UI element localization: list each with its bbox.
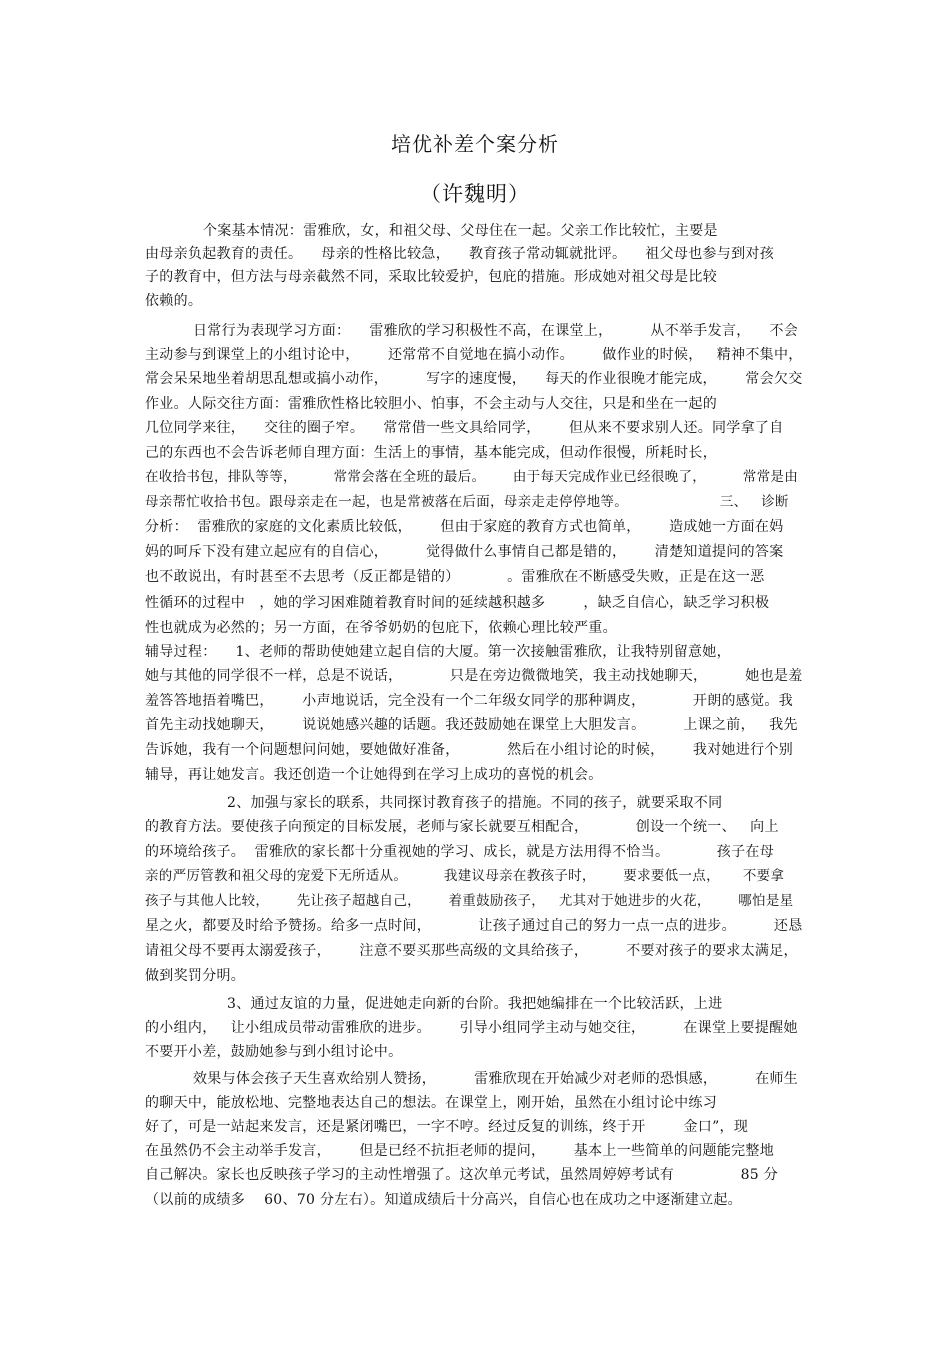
body-line: 妈的呵斥下没有建立起应有的自信心， 觉得做什么事情自己都是错的， 清楚知道提问的答案 <box>145 544 784 560</box>
body-line: 效果与体会孩子天生喜欢给别人赞扬， 雷雅欣现在开始减少对老师的恐惧感， 在师生 <box>193 1071 799 1087</box>
body-line: 性循环的过程中 ，她的学习困难随着教育时间的延续越积越多 ，缺乏自信心，缺乏学习积极 <box>145 595 770 611</box>
body-line: 的教育方法。要使孩子向预定的目标发展，老师与家长就要互相配合， 创设一个统一、 向上 <box>145 819 779 835</box>
body-line: 几位同学来往， 交往的圈子窄。 常常借一些文具给同学， 但从来不要求别人还。同学拿了自 <box>145 420 784 436</box>
body-line: 羞答答地捂着嘴巴， 小声地说话，完全没有一个二年级女同学的那种调皮， 开朗的感觉。我 <box>145 693 793 709</box>
body-line: 告诉她，我有一个问题想问问她，要她做好准备， 然后在小组讨论的时候， 我对她进行个别 <box>145 742 793 758</box>
body-line: 请祖父母不要再太溺爱孩子， 注意不要买那些高级的文具给孩子， 不要对孩子的要求太满足， <box>145 943 798 959</box>
body-line: 3、通过友谊的力量，促进她走向新的台阶。我把她编排在一个比较活跃，上进 <box>227 996 723 1012</box>
body-line: 作业。人际交往方面：雷雅欣性格比较胆小、怕事，不会主动与人交往，只是和坐在一起的 <box>145 396 717 412</box>
body-line: 在虽然仍不会主动举手发言， 但是已经不抗拒老师的提问， 基本上一些简单的问题能完整地 <box>145 1143 774 1159</box>
body-line: 母亲帮忙收拾书包。跟母亲走在一起，也是常被落在后面，母亲走走停停地等。 三、 诊断 <box>145 494 789 510</box>
body-line: （以前的成绩多 60、70 分左右）。知道成绩后十分高兴，自信心也在成功之中逐渐建立起。 <box>145 1192 742 1208</box>
body-line: 辅导过程： 1、老师的帮助使她建立起自信的大厦。第一次接触雷雅欣，让我特别留意她， <box>145 644 731 660</box>
body-line: 孩子与其他人比较， 先让孩子超越自己， 着重鼓励孩子， 尤其对于她进步的火花， 哪怕是星 <box>145 893 794 909</box>
body-line: 做到奖罚分明。 <box>145 968 246 984</box>
body-line: 也不敢说出，有时甚至不去思考（反正都是错的） 。雷雅欣在不断感受失败，正是在这一恶 <box>145 569 765 585</box>
body-line: 亲的严厉管教和祖父母的宠爱下无所适从。 我建议母亲在教孩子时， 要求要低一点， 不要拿 <box>145 868 785 884</box>
body-line: 己的东西也不会告诉老师自理方面：生活上的事情，基本能完成，但动作很慢，所耗时长， <box>145 445 717 461</box>
body-line: 星之火，都要及时给予赞扬。给多一点时间， 让孩子通过自己的努力一点一点的进步。 还恳 <box>145 918 803 934</box>
body-line: 分析： 雷雅欣的家庭的文化素质比较低， 但由于家庭的教育方式也简单， 造成她一方面在妈 <box>145 519 784 535</box>
body-line: 依赖的。 <box>145 293 203 309</box>
body-line: 主动参与到课堂上的小组讨论中， 还常常不自觉地在搞小动作。 做作业的时候， 精神不集中， <box>145 347 803 363</box>
document-title: 培优补差个案分析 <box>391 132 559 156</box>
body-line: 在收拾书包，排队等等， 常常会落在全班的最后。 由于每天完成作业已经很晚了， 常常是由 <box>145 469 799 485</box>
body-line: 日常行为表现学习方面： 雷雅欣的学习积极性不高，在课堂上， 从不举手发言， 不会 <box>193 323 799 339</box>
body-line: 性也就成为必然的；另一方面，在爷爷奶奶的包庇下，依赖心理比较严重。 <box>145 620 617 636</box>
document-author: （许魏明） <box>420 182 530 206</box>
body-line: 常会呆呆地坐着胡思乱想或搞小动作， 写字的速度慢， 每天的作业很晚才能完成， 常会欠交 <box>145 371 803 387</box>
body-line: 的小组内， 让小组成员带动雷雅欣的进步。 引导小组同学主动与她交往， 在课堂上要提醒她 <box>145 1020 798 1036</box>
body-line: 好了，可是一站起来发言，还是紧闭嘴巴，一字不哼。经过反复的训练，终于开 金口”，现 <box>145 1119 749 1135</box>
body-line: 的环境给孩子。 雷雅欣的家长都十分重视她的学习、成长，就是方法用得不恰当。 孩子在母 <box>145 844 774 860</box>
body-line: 2、加强与家长的联系，共同探讨教育孩子的措施。不同的孩子，就要采取不同 <box>227 795 723 811</box>
body-line: 个案基本情况：雷雅欣，女，和祖父母、父母住在一起。父亲工作比较忙，主要是 <box>203 223 718 239</box>
body-line: 辅导，再让她发言。我还创造一个让她得到在学习上成功的喜悦的机会。 <box>145 767 603 783</box>
body-line: 她与其他的同学很不一样，总是不说话， 只是在旁边微微地笑，我主动找她聊天， 她也是羞 <box>145 668 803 684</box>
body-line: 自己解决。家长也反映孩子学习的主动性增强了。这次单元考试，虽然周婷婷考试有 85 分 <box>145 1167 779 1183</box>
body-line: 子的教育中，但方法与母亲截然不同，采取比较爱护，包庇的措施。形成她对祖父母是比较 <box>145 269 717 285</box>
body-line: 由母亲负起教育的责任。 母亲的性格比较急， 教育孩子常动辄就批评。 祖父母也参与到对孩 <box>145 246 774 262</box>
body-line: 的聊天中，能放松地、完整地表达自己的想法。在课堂上，刚开始，虽然在小组讨论中练习 <box>145 1095 717 1111</box>
body-line: 不要开小差，鼓励她参与到小组讨论中。 <box>145 1044 403 1060</box>
body-line: 首先主动找她聊天， 说说她感兴趣的话题。我还鼓励她在课堂上大胆发言。 上课之前， 我先 <box>145 717 798 733</box>
